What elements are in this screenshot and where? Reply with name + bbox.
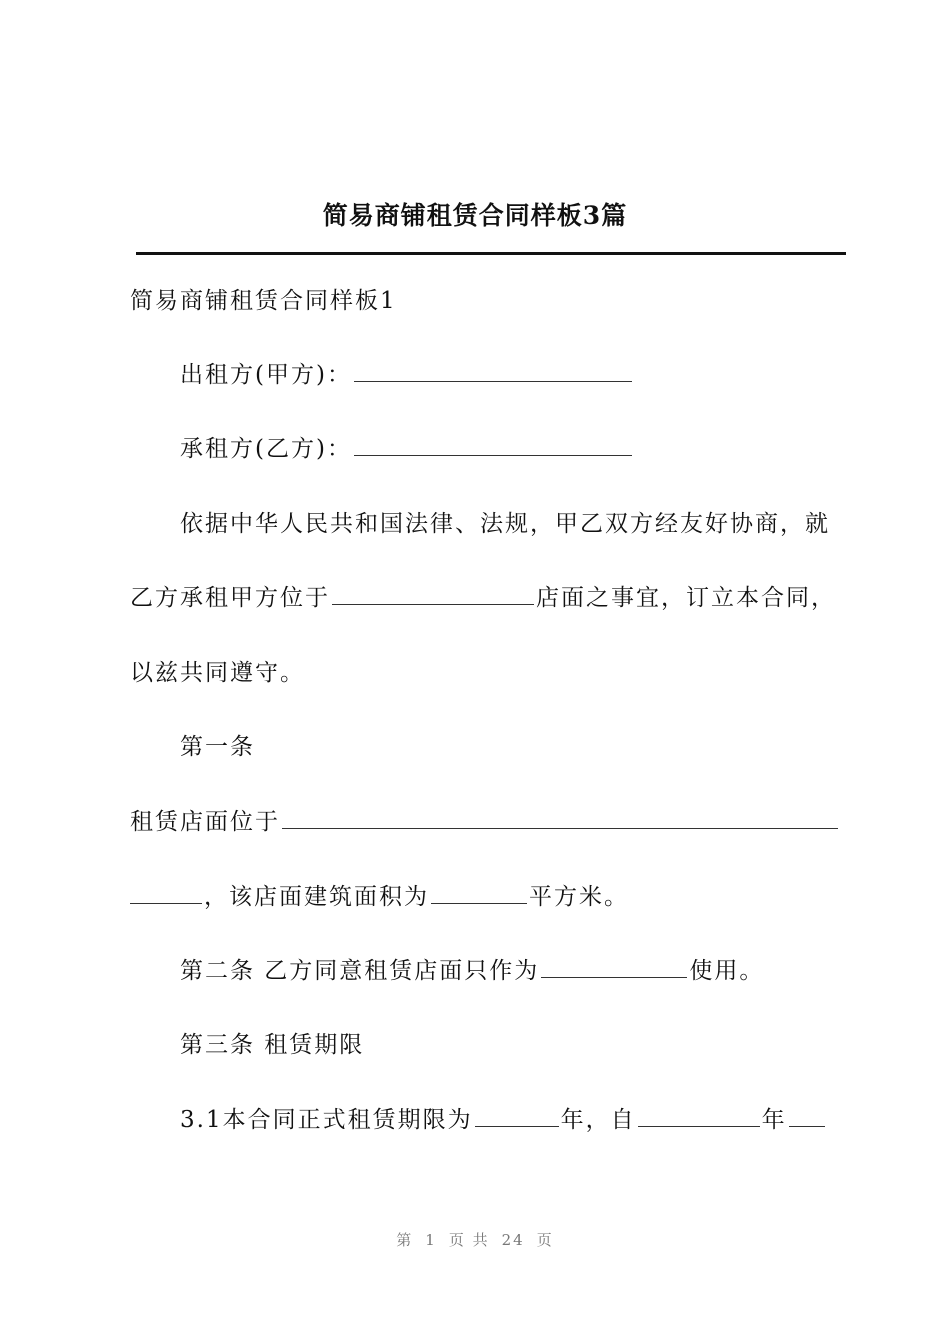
footer-page-sep: 页 共 xyxy=(448,1231,490,1249)
document-title: 简易商铺租赁合同样板3篇 xyxy=(322,201,628,230)
paragraph-1-line-1: 依据中华人民共和国法律、法规，甲乙双方经友好协商，就 xyxy=(180,511,830,537)
footer-page-word: 第 xyxy=(396,1231,414,1249)
lessee-blank xyxy=(354,454,632,456)
shop-location-blank xyxy=(282,827,838,829)
lessee-line xyxy=(180,430,634,463)
article1-unit: 平方米。 xyxy=(529,884,629,910)
shop-location-blank-cont xyxy=(130,902,202,904)
page-footer xyxy=(0,1229,950,1250)
lessor-line xyxy=(180,356,634,389)
article3-1-pre: 3.1本合同正式租赁期限为 xyxy=(180,1107,473,1133)
article2-pre: 第二条 乙方同意租赁店面只作为 xyxy=(180,958,540,984)
section-heading: 简易商铺租赁合同样板1 xyxy=(130,288,397,314)
area-blank xyxy=(431,902,527,904)
usage-blank xyxy=(541,976,687,978)
term-years-blank xyxy=(475,1125,559,1127)
article3-1-post: 年 xyxy=(761,1107,787,1133)
paragraph-1-line-3: 以兹共同遵守。 xyxy=(130,660,305,686)
paragraph-1-line-2 xyxy=(130,579,836,612)
article-3-1-line xyxy=(180,1101,827,1134)
start-year-blank xyxy=(638,1125,760,1127)
footer-page-end: 页 xyxy=(536,1231,554,1249)
article-1-line-2 xyxy=(130,878,629,911)
article-2-line xyxy=(180,952,764,985)
article1-area-label: ，该店面建筑面积为 xyxy=(204,884,429,910)
para1-post: 店面之事宜，订立本合同， xyxy=(536,585,836,611)
location-blank xyxy=(332,603,534,605)
article2-post: 使用。 xyxy=(689,958,765,984)
article1-pre: 租赁店面位于 xyxy=(130,809,280,835)
lessor-label: 出租方(甲方)： xyxy=(180,362,352,388)
article-1-heading: 第一条 xyxy=(180,734,255,760)
lessee-label: 承租方(乙方)： xyxy=(180,436,352,462)
article3-1-mid: 年，自 xyxy=(560,1107,636,1133)
lessor-blank xyxy=(354,380,632,382)
footer-page-number: 1 xyxy=(425,1231,437,1249)
footer-page-total: 24 xyxy=(501,1231,525,1249)
title-divider xyxy=(136,252,846,255)
para1-pre: 乙方承租甲方位于 xyxy=(130,585,330,611)
article-1-line-1 xyxy=(130,803,840,836)
start-month-blank xyxy=(789,1125,825,1127)
article-3-heading: 第三条 租赁期限 xyxy=(180,1032,365,1058)
